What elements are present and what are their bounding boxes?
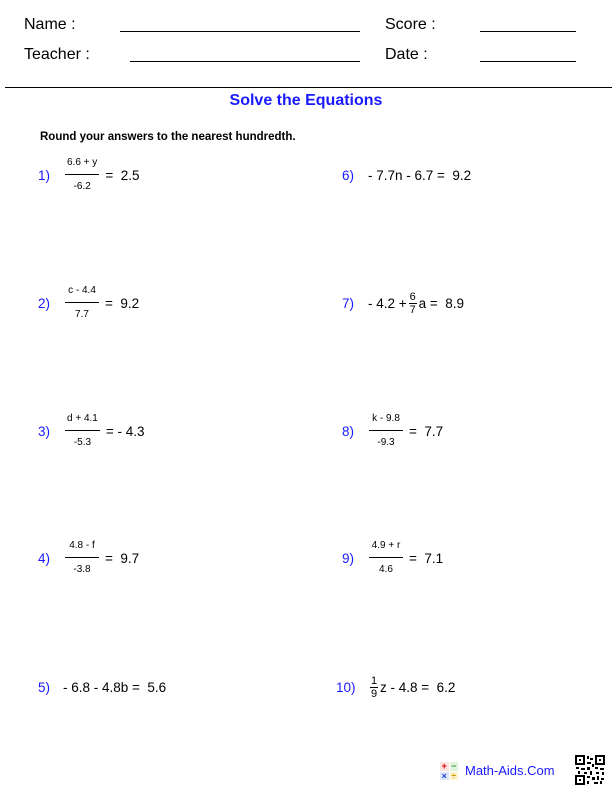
problem-number: 9) xyxy=(342,550,355,566)
score-label: Score : xyxy=(385,16,436,33)
denominator: 7 xyxy=(409,303,416,316)
rhs: = 7.1 xyxy=(409,550,444,566)
problem-number: 1) xyxy=(38,167,51,183)
problem-8 xyxy=(342,409,443,453)
fraction xyxy=(65,413,100,449)
math-operators-icon xyxy=(440,762,458,780)
date-label: Date : xyxy=(385,46,428,63)
denominator: -3.8 xyxy=(73,564,91,575)
problem-7 xyxy=(342,281,464,325)
fraction xyxy=(65,285,99,321)
divide-glyph: ÷ xyxy=(451,770,457,781)
rhs: = 9.2 xyxy=(105,295,140,311)
brand-link[interactable]: Math-Aids.Com xyxy=(465,763,555,778)
coefficient-fraction xyxy=(409,292,417,315)
problem-2 xyxy=(38,281,139,325)
score-field[interactable] xyxy=(480,31,576,32)
qr-code-icon xyxy=(575,755,605,785)
times-glyph: × xyxy=(441,770,447,781)
numerator: 1 xyxy=(370,674,378,687)
rhs: = - 4.3 xyxy=(105,423,145,439)
minus-glyph: − xyxy=(451,761,457,771)
problem-number: 4) xyxy=(38,550,51,566)
numerator: 4.9 + r xyxy=(371,540,401,551)
fraction xyxy=(369,540,403,576)
coefficient-fraction xyxy=(370,676,378,699)
problem-number: 7) xyxy=(342,295,355,311)
problem-number: 2) xyxy=(38,295,51,311)
denominator: -9.3 xyxy=(377,437,395,448)
problem-number: 6) xyxy=(342,167,355,183)
problem-6 xyxy=(342,153,471,197)
problem-number: 3) xyxy=(38,423,51,439)
problem-5 xyxy=(38,665,166,709)
fraction-bar xyxy=(65,174,99,175)
numerator: d + 4.1 xyxy=(67,413,98,424)
fraction-bar xyxy=(65,557,99,558)
problem-number: 10) xyxy=(336,679,356,695)
teacher-field[interactable] xyxy=(130,61,360,62)
denominator: -6.2 xyxy=(73,181,91,192)
numerator: k - 9.8 xyxy=(372,413,400,424)
teacher-label: Teacher : xyxy=(24,46,90,63)
fraction xyxy=(65,540,99,576)
rhs: = 9.7 xyxy=(105,550,140,566)
denominator: 9 xyxy=(370,687,378,700)
rhs: = 7.7 xyxy=(409,423,444,439)
equation: - 6.8 - 4.8b = 5.6 xyxy=(63,679,167,695)
fraction-bar xyxy=(369,557,403,558)
plus-glyph: + xyxy=(441,761,447,771)
equation-prefix: - 4.2 + xyxy=(368,295,407,311)
problem-10 xyxy=(336,665,455,709)
numerator: 6 xyxy=(409,290,416,303)
fraction xyxy=(369,413,403,449)
denominator: 7.7 xyxy=(75,309,89,320)
numerator: 6.6 + y xyxy=(67,157,98,168)
numerator: 4.8 - f xyxy=(69,540,95,551)
name-field[interactable] xyxy=(120,31,360,32)
fraction xyxy=(65,157,99,193)
name-label: Name : xyxy=(24,16,76,33)
denominator: 4.6 xyxy=(379,564,393,575)
instructions: Round your answers to the nearest hundredth. xyxy=(40,131,296,143)
equation-suffix: a = 8.9 xyxy=(418,295,465,311)
rhs: = 2.5 xyxy=(105,167,140,183)
fraction-bar xyxy=(65,430,100,431)
header-divider xyxy=(5,87,612,88)
date-field[interactable] xyxy=(480,61,576,62)
worksheet-title: Solve the Equations xyxy=(229,92,383,109)
fraction-bar xyxy=(65,302,99,303)
problem-3 xyxy=(38,409,145,453)
denominator: -5.3 xyxy=(73,437,92,448)
equation: - 7.7n - 6.7 = 9.2 xyxy=(368,167,472,183)
fraction-bar xyxy=(369,430,403,431)
problem-1 xyxy=(38,153,139,197)
problem-number: 5) xyxy=(38,679,51,695)
problem-4 xyxy=(38,536,139,580)
numerator: c - 4.4 xyxy=(68,285,96,296)
equation-suffix: z - 4.8 = 6.2 xyxy=(380,679,456,695)
problem-number: 8) xyxy=(342,423,355,439)
problem-9 xyxy=(342,536,443,580)
